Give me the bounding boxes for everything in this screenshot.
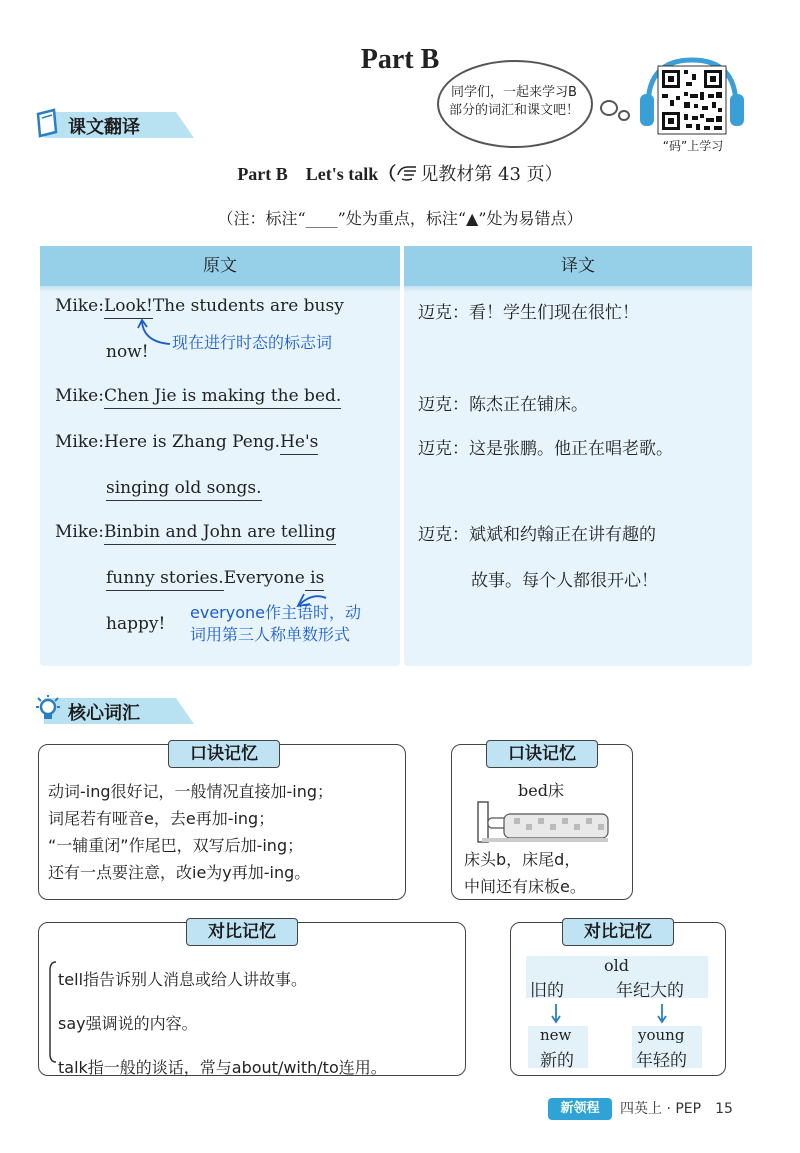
original-row-4-line3: happy! bbox=[106, 614, 166, 634]
translation-row-2: 迈克：陈杰正在铺床。 bbox=[418, 395, 588, 415]
lightbulb-icon bbox=[34, 694, 62, 724]
mnemonic-text: 动词-ing很好记，一般情况直接加-ing； 词尾若有哑音e，去e再加-ing； “一辅重闭”作尾巴，双写后加-ing； 还有一点要注意，改ie为y再加-ing。 bbox=[48, 782, 334, 882]
bed-word: bed床 bbox=[518, 781, 564, 800]
translation-row-1: 迈克：看！学生们现在很忙！ bbox=[418, 303, 639, 323]
mnemonic-header: 口诀记忆 bbox=[168, 740, 280, 768]
brand-badge: 新领程 bbox=[548, 1098, 612, 1120]
section-vocab bbox=[34, 690, 204, 726]
translation-header: 译文 bbox=[404, 246, 752, 286]
comparison-header: 对比记忆 bbox=[186, 918, 298, 946]
meaning-young: 年轻的 bbox=[636, 1051, 687, 1071]
meaning-new: 新的 bbox=[540, 1051, 574, 1071]
section-title: 课文翻译 bbox=[68, 117, 140, 138]
lesson-title-prefix: Part B Let's talk（ bbox=[237, 164, 397, 184]
section-title: 核心词汇 bbox=[68, 703, 140, 724]
bed-mnemonic: 床头b，床尾d， 中间还有床板e。 bbox=[464, 850, 586, 896]
bed-illustration bbox=[474, 800, 614, 844]
original-row-3-line2: singing old songs. bbox=[106, 478, 262, 498]
lesson-title-suffix: 见教材第 43 页） bbox=[420, 164, 563, 185]
page-title: Part B bbox=[360, 44, 440, 75]
comparison-text: tell指告诉别人消息或给人讲故事。 say强调说的内容。 talk指一般的谈话，常与about/with/to连用。 bbox=[58, 970, 387, 1077]
section-translation bbox=[34, 104, 204, 140]
arrow-down-icon bbox=[550, 1004, 562, 1024]
translation-row-4-line2: 故事。每个人都很开心！ bbox=[471, 571, 658, 591]
qr-caption: “码”上学习 bbox=[662, 139, 724, 153]
bubble-dot bbox=[600, 100, 618, 116]
word-old: old bbox=[604, 956, 629, 975]
annotation-present-continuous: 现在进行时态的标志词 bbox=[172, 333, 333, 352]
original-row-2: Mike:Chen Jie is making the bed. bbox=[55, 386, 341, 406]
lesson-title bbox=[0, 160, 800, 186]
mnemonic-header: 口诀记忆 bbox=[486, 740, 598, 768]
original-row-1-line2: now! bbox=[106, 342, 149, 362]
word-new: new bbox=[540, 1026, 572, 1044]
original-row-3: Mike:Here is Zhang Peng.He's bbox=[55, 432, 318, 452]
word-young: young bbox=[638, 1026, 685, 1044]
original-row-1: Mike:Look!The students are busy bbox=[55, 296, 344, 316]
original-row-4: Mike:Binbin and John are telling bbox=[55, 522, 336, 542]
translation-row-4: 迈克：斌斌和约翰正在讲有趣的 bbox=[418, 525, 656, 545]
meaning-old-2: 年纪大的 bbox=[616, 981, 684, 1001]
bubble-dot bbox=[618, 110, 630, 121]
annotation-everyone: everyone作主语时，动 词用第三人称单数形式 bbox=[190, 603, 361, 644]
footer-page-info: 四英上 · PEP 15 bbox=[620, 1101, 733, 1117]
original-row-4-line2: funny stories.Everyone is bbox=[106, 568, 324, 588]
book-icon bbox=[34, 108, 62, 138]
original-header: 原文 bbox=[40, 246, 400, 286]
arrow-down-icon bbox=[656, 1004, 668, 1024]
bubble-text: 同学们，一起来学习B部分的词汇和课文吧！ bbox=[448, 85, 579, 118]
bracket bbox=[46, 960, 58, 1064]
comparison-header: 对比记忆 bbox=[562, 918, 674, 946]
meaning-old-1: 旧的 bbox=[530, 981, 564, 1001]
hand-pointer-icon bbox=[396, 163, 420, 183]
note-text: （注：标注“____”处为重点，标注“▲”处为易错点） bbox=[217, 209, 583, 228]
translation-row-3: 迈克：这是张鹏。他正在唱老歌。 bbox=[418, 439, 673, 459]
annotation-arrow bbox=[136, 318, 176, 358]
